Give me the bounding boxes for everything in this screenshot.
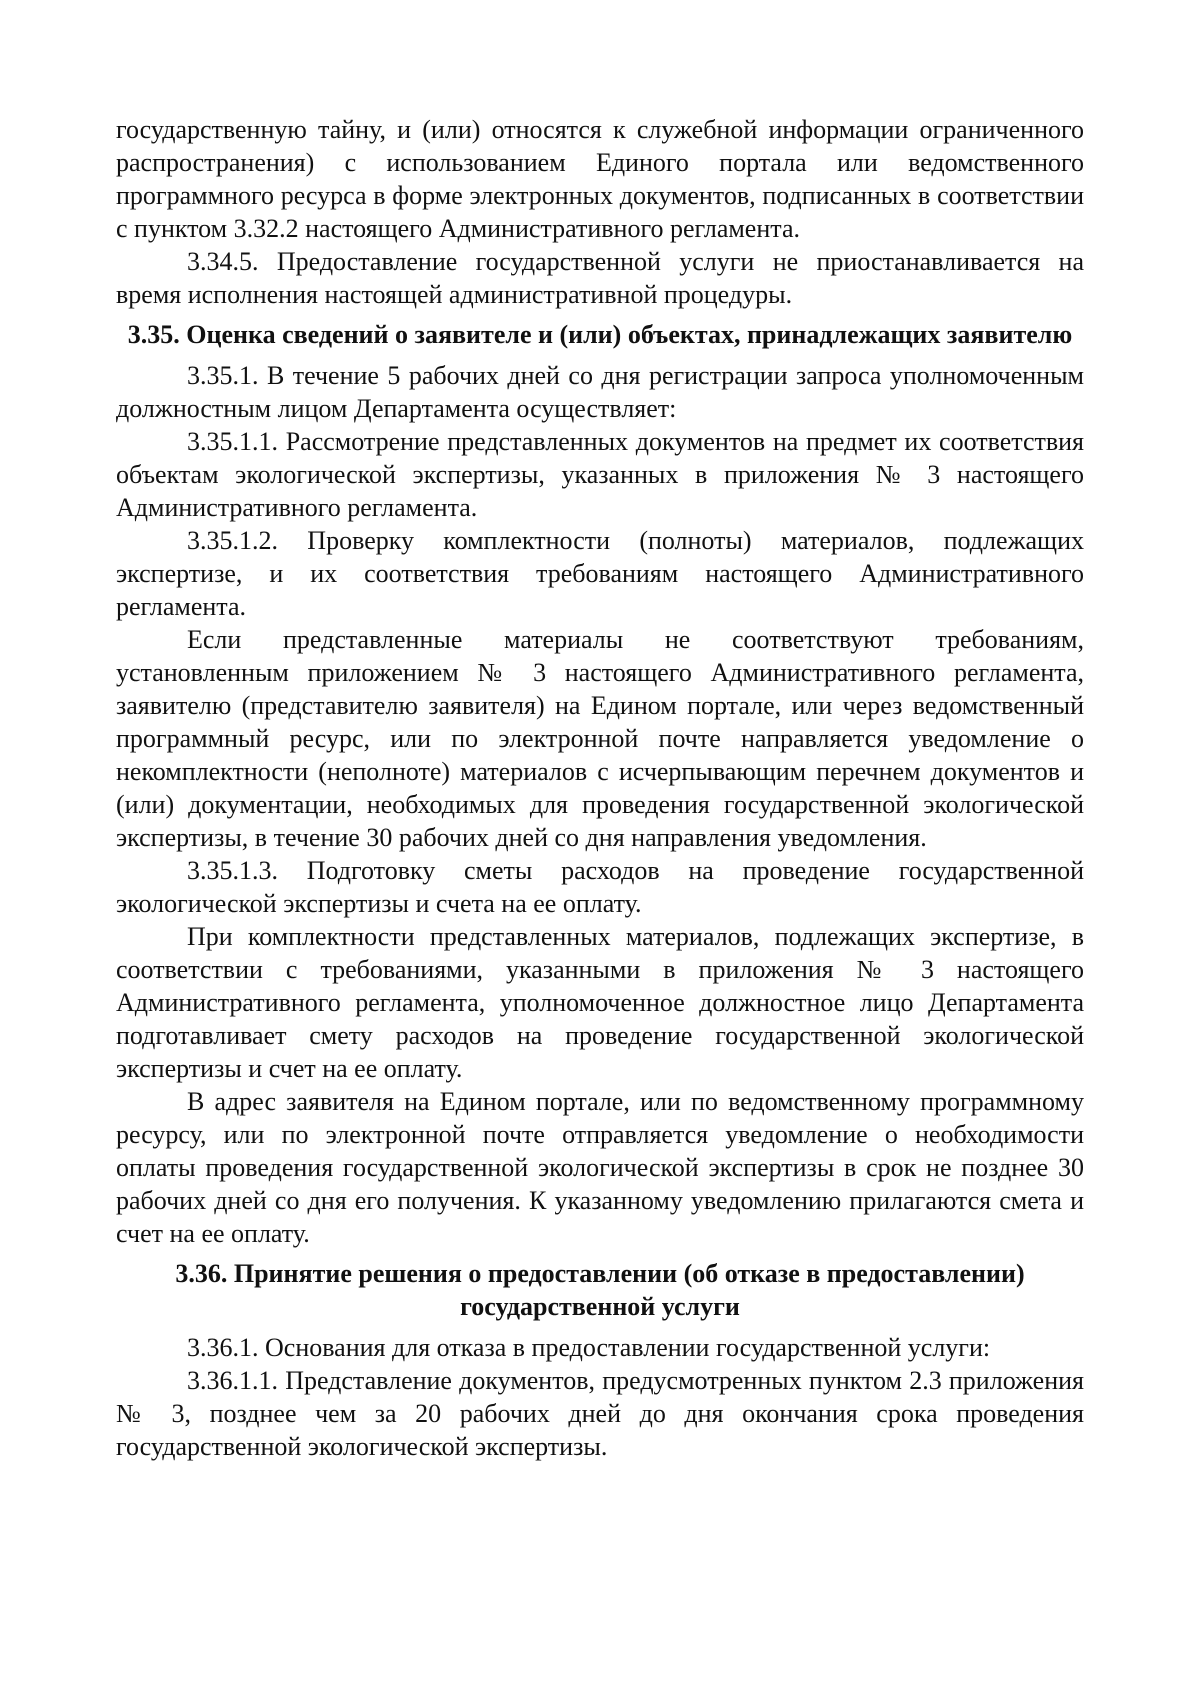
section-heading-3-36: 3.36. Принятие решения о предоставлении (об отказе в предоставлении) государственной услуги [175, 1259, 1025, 1321]
paragraph-3-36-1-1: 3.36.1.1. Представление документов, предусмотренных пунктом 2.3 приложения № 3, позднее чем за 20 рабочих дней до дня окончания срока проведения государственной экологической экспертизы. [116, 1366, 1084, 1461]
paragraph-complete-materials: При комплектности представленных материалов, подлежащих экспертизе, в соответствии с требованиями, указанными в приложения № 3 настоящего Административного регламента, уполномоченное должностное лицо Департамента подготавливает смету расходов на проведение государственной экологической экспертизы и счет на ее оплату. [116, 922, 1084, 1083]
document-page [116, 113, 1084, 1463]
paragraph-3-35-1-1: 3.35.1.1. Рассмотрение представленных документов на предмет их соответствия объектам экологической экспертизы, указанных в приложения № 3 настоящего Административного регламента. [116, 427, 1084, 522]
paragraph-3-35-1-3: 3.35.1.3. Подготовку сметы расходов на проведение государственной экологической экспертизы и счета на ее оплату. [116, 856, 1084, 918]
paragraph-3-36-1: 3.36.1. Основания для отказа в предоставлении государственной услуги: [187, 1333, 991, 1362]
paragraph-3-35-1-2: 3.35.1.2. Проверку комплектности (полноты) материалов, подлежащих экспертизе, и их соответствия требованиям настоящего Административного регламента. [116, 526, 1084, 621]
paragraph-continuation: государственную тайну, и (или) относятся к служебной информации ограниченного распространения) с использованием Единого портала или ведомственного программного ресурса в форме электронных документов, подписанных в соответствии с пунктом 3.32.2 настоящего Административного регламента. [116, 115, 1084, 243]
paragraph-3-34-5: 3.34.5. Предоставление государственной услуги не приостанавливается на время исполнения настоящей административной процедуры. [116, 247, 1084, 309]
paragraph-3-35-1: 3.35.1. В течение 5 рабочих дней со дня регистрации запроса уполномоченным должностным лицом Департамента осуществляет: [116, 361, 1084, 423]
paragraph-payment-notice: В адрес заявителя на Едином портале, или по ведомственному программному ресурсу, или по электронной почте отправляется уведомление о необходимости оплаты проведения государственной экологической экспертизы в срок не позднее 30 рабочих дней со дня его получения. К указанному уведомлению прилагаются смета и счет на ее оплату. [116, 1087, 1084, 1248]
section-heading-3-35: 3.35. Оценка сведений о заявителе и (или) объектах, принадлежащих заявителю [127, 320, 1073, 349]
paragraph-incomplete-materials: Если представленные материалы не соответствуют требованиям, установленным приложением № 3 настоящего Административного регламента, заявителю (представителю заявителя) на Едином портале, или через ведомственный программный ресурс, или по электронной почте направляется уведомление о некомплектности (неполноте) материалов с исчерпывающим перечнем документов и (или) документации, необходимых для проведения государственной экологической экспертизы, в течение 30 рабочих дней со дня направления уведомления. [116, 625, 1084, 852]
